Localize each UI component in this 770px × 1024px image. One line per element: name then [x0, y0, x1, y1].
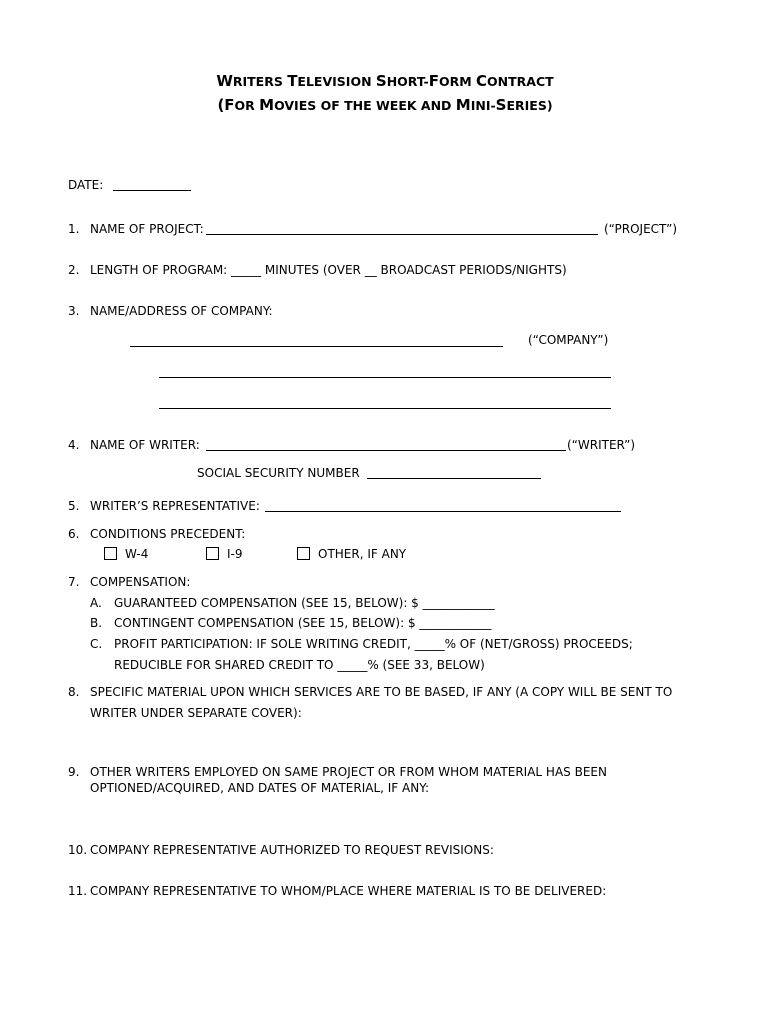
title-line-2	[0, 98, 770, 113]
checkbox-other[interactable]	[297, 547, 310, 560]
title-small-caps: ELEVISION	[297, 74, 376, 89]
item-1-number: 1.	[68, 222, 80, 236]
checkbox-i9-option[interactable]	[206, 547, 243, 561]
title-cap-letter: W	[216, 72, 233, 90]
title-cap-letter: M	[259, 96, 275, 114]
item-6-number: 6.	[68, 527, 80, 541]
item-10-text: COMPANY REPRESENTATIVE AUTHORIZED TO REQUEST REVISIONS:	[90, 843, 494, 857]
item-8-text-2: WRITER UNDER SEPARATE COVER):	[90, 706, 302, 720]
title-small-caps: ERIES)	[506, 98, 553, 113]
item-7a-text: GUARANTEED COMPENSATION (SEE 15, BELOW): $ ____________	[114, 596, 495, 610]
item-7a-letter: A.	[90, 596, 102, 610]
item-1-suffix: (“PROJECT”)	[604, 222, 678, 236]
company-name-line[interactable]	[130, 346, 503, 347]
item-8-text: SPECIFIC MATERIAL UPON WHICH SERVICES ARE TO BE BASED, IF ANY (A COPY WILL BE SENT TO	[90, 685, 673, 699]
item-3-suffix: (“COMPANY”)	[528, 333, 609, 347]
item-4-label: NAME OF WRITER:	[90, 438, 200, 452]
title-cap-letter: M	[455, 96, 471, 114]
ssn-label: SOCIAL SECURITY NUMBER	[197, 466, 360, 480]
item-2-text: LENGTH OF PROGRAM: _____ MINUTES (OVER __ BROADCAST PERIODS/NIGHTS)	[90, 263, 567, 277]
item-6-label: CONDITIONS PRECEDENT:	[90, 527, 246, 541]
title-cap-letter: F	[428, 72, 439, 90]
title-cap-letter: (F	[217, 96, 235, 114]
item-7b-letter: B.	[90, 616, 103, 630]
item-4-suffix: (“WRITER”)	[567, 438, 636, 452]
checkbox-other-option[interactable]	[297, 547, 406, 561]
item-5-number: 5.	[68, 499, 80, 513]
company-address-line-1[interactable]	[159, 377, 611, 378]
item-7-number: 7.	[68, 575, 80, 589]
title-cap-letter: C	[476, 72, 488, 90]
checkbox-other-label: OTHER, IF ANY	[318, 547, 407, 561]
title-cap-letter: T	[287, 72, 298, 90]
item-3-number: 3.	[68, 304, 80, 318]
date-label: DATE:	[68, 178, 104, 192]
item-3-label: NAME/ADDRESS OF COMPANY:	[90, 304, 273, 318]
checkbox-w4-label: W-4	[125, 547, 149, 561]
title-small-caps: INI-	[470, 98, 496, 113]
item-7b-text: CONTINGENT COMPENSATION (SEE 15, BELOW): $ ____________	[114, 616, 492, 630]
item-7c-letter: C.	[90, 637, 103, 651]
item-9-text: OTHER WRITERS EMPLOYED ON SAME PROJECT OR FROM WHOM MATERIAL HAS BEEN	[90, 765, 607, 779]
checkbox-i9[interactable]	[206, 547, 219, 560]
date-field-line[interactable]	[113, 190, 191, 191]
writer-representative-line[interactable]	[265, 511, 621, 512]
item-7c-text-2: REDUCIBLE FOR SHARED CREDIT TO _____% (SEE 33, BELOW)	[114, 658, 485, 672]
ssn-line[interactable]	[367, 478, 541, 479]
item-1-label: NAME OF PROJECT:	[90, 222, 204, 236]
title-small-caps: HORT-	[386, 74, 429, 89]
item-7-label: COMPENSATION:	[90, 575, 191, 589]
item-5-label: WRITER’S REPRESENTATIVE:	[90, 499, 260, 513]
title-cap-letter: S	[375, 72, 387, 90]
title-cap-letter: S	[495, 96, 507, 114]
company-address-line-2[interactable]	[159, 408, 611, 409]
item-10-number: 10.	[68, 843, 88, 857]
checkbox-w4-option[interactable]	[104, 547, 148, 561]
item-4-number: 4.	[68, 438, 80, 452]
title-line-1	[0, 74, 770, 89]
title-small-caps: ORM	[438, 74, 477, 89]
title-small-caps: OR	[234, 98, 260, 113]
item-2-number: 2.	[68, 263, 80, 277]
item-11-number: 11.	[68, 884, 88, 898]
checkbox-i9-label: I-9	[227, 547, 243, 561]
item-9-text-2: OPTIONED/ACQUIRED, AND DATES OF MATERIAL, IF ANY:	[90, 781, 429, 795]
item-11-text: COMPANY REPRESENTATIVE TO WHOM/PLACE WHERE MATERIAL IS TO BE DELIVERED:	[90, 884, 607, 898]
writer-name-line[interactable]	[206, 450, 566, 451]
item-8-number: 8.	[68, 685, 80, 699]
title-small-caps: OVIES OF THE WEEK AND	[274, 98, 456, 113]
title-small-caps: ONTRACT	[487, 74, 554, 89]
title-small-caps: RITERS	[232, 74, 288, 89]
project-name-line[interactable]	[206, 234, 598, 235]
item-9-number: 9.	[68, 765, 80, 779]
item-7c-text: PROFIT PARTICIPATION: IF SOLE WRITING CREDIT, _____% OF (NET/GROSS) PROCEEDS;	[114, 637, 633, 651]
checkbox-w4[interactable]	[104, 547, 117, 560]
